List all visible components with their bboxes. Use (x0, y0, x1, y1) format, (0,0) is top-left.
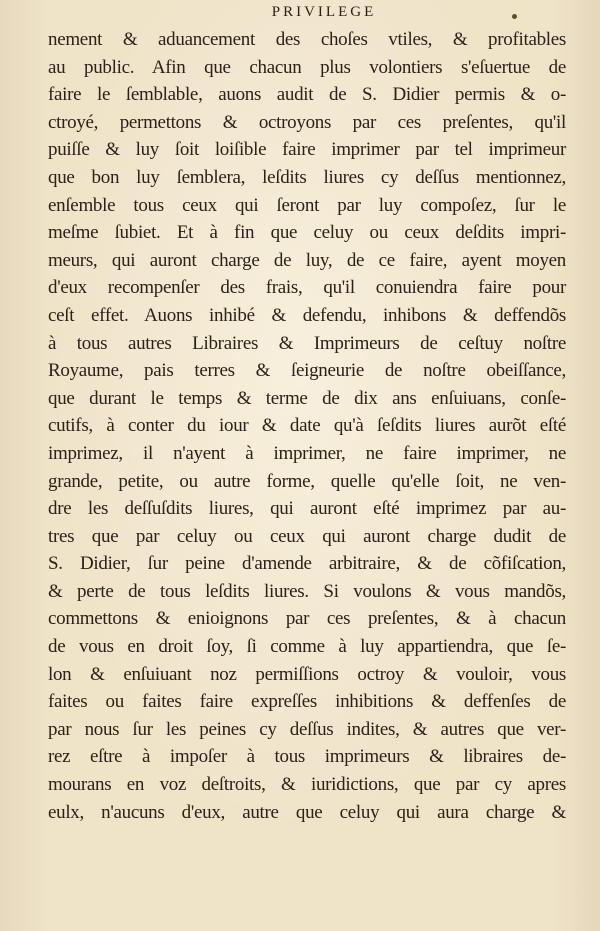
text-line: ceſt effet. Auons inhibé & defendu, inhibons & deffendõs (48, 304, 566, 326)
text-line: enſemble tous ceux qui ſeront par luy compoſez, ſur le (48, 194, 566, 216)
text-line: cutifs, à conter du iour & date qu'à ſeſdits liures aurõt eſté (48, 415, 566, 437)
text-line: S. Didier, ſur peine d'amende arbitraire, & de cõfiſcation, (48, 553, 566, 575)
text-line: lon & enſuiuant noz permiſſions octroy & vouloir, vous (48, 663, 566, 685)
text-line: Royaume, pais terres & ſeigneurie de noſtre obeiſſance, (48, 360, 566, 382)
text-line: imprimez, il n'ayent à imprimer, ne faire imprimer, ne (48, 442, 566, 464)
text-line: meurs, qui auront charge de luy, de ce faire, ayent moyen (48, 249, 566, 271)
text-line: commettons & enioignons par ces preſentes, & à chacun (48, 608, 566, 630)
text-line: que durant le temps & terme de dix ans enſuiuans, conſe- (48, 387, 566, 409)
running-header (0, 4, 600, 21)
text-line: nement & aduancement des choſes vtiles, & profitables (48, 29, 566, 50)
text-line: ctroyé, permettons & octroyons par ces preſentes, qu'il (48, 111, 566, 133)
running-title: PRIVILEGE (271, 4, 377, 20)
text-line: mourans en voz deſtroits, & iuridictions, que par cy apres (48, 774, 566, 796)
text-line: tres que par celuy ou ceux qui auront charge dudit de (48, 525, 566, 547)
text-line: au public. Afin que chacun plus volontiers s'eſuertue de (48, 56, 566, 78)
text-line: à tous autres Libraires & Imprimeurs de ceſtuy noſtre (48, 332, 566, 354)
text-line: puiſſe & luy ſoit loiſible faire imprimer par tel imprimeur (48, 139, 566, 161)
text-line: meſme ſubiet. Et à fin que celuy ou ceux deſdits impri- (48, 222, 566, 244)
text-line: rez eſtre à impoſer à tous imprimeurs & libraires de- (48, 746, 566, 768)
text-line: que bon luy ſemblera, leſdits liures cy deſſus mentionnez, (48, 166, 566, 188)
text-line: eulx, n'aucuns d'eux, autre que celuy qui aura charge & (48, 801, 566, 823)
text-line: faites ou faites faire expreſſes inhibitions & deffenſes de (48, 691, 566, 713)
text-line: & perte de tous leſdits liures. Si voulons & vous mandõs, (48, 580, 566, 602)
text-line: grande, petite, ou autre forme, quelle qu'elle ſoit, ne ven- (48, 470, 566, 492)
ink-mark (512, 14, 517, 19)
text-line: de vous en droit ſoy, ſi comme à luy appartiendra, que ſe- (48, 636, 566, 658)
text-line: faire le ſemblable, auons audit de S. Didier permis & o- (48, 84, 566, 106)
text-line: par nous ſur les peines cy deſſus indites, & autres que ver- (48, 718, 566, 740)
body-text (48, 26, 566, 826)
text-line: dre les deſſuſdits liures, qui auront eſté imprimez par au- (48, 498, 566, 520)
text-line: d'eux recompenſer des frais, qu'il conuiendra faire pour (48, 277, 566, 299)
